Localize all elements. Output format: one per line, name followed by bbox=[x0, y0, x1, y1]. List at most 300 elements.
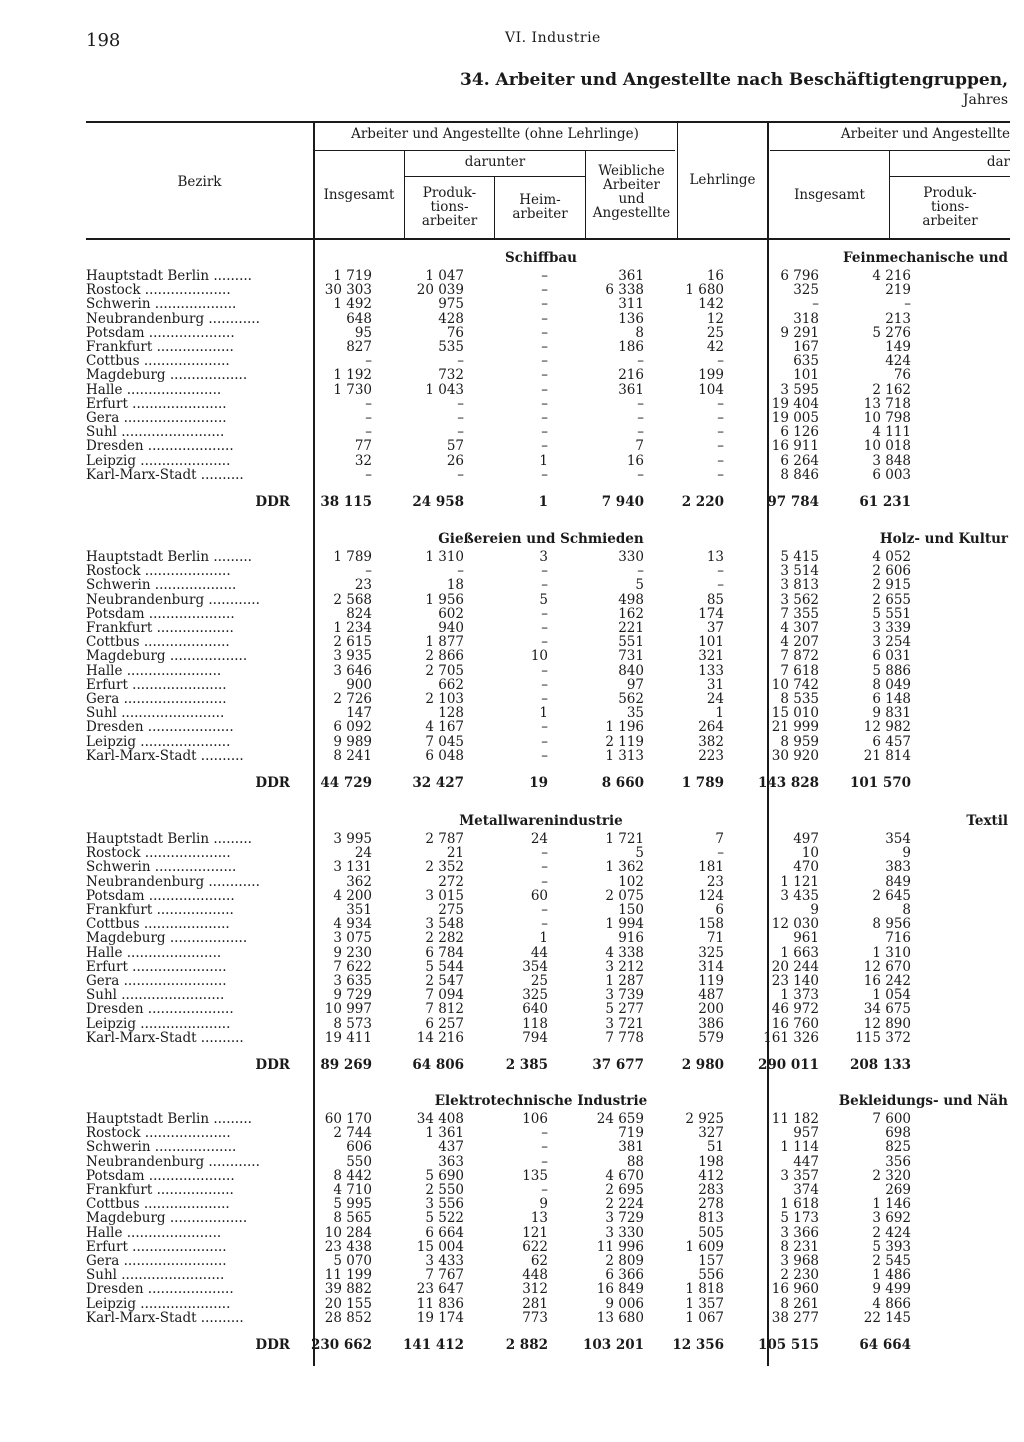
value-cell: 19 005 bbox=[771, 410, 819, 427]
value-cell: 2 568 bbox=[333, 591, 372, 608]
value-cell: 6 148 bbox=[872, 691, 911, 708]
value-cell: 77 bbox=[354, 438, 372, 455]
value-cell: 21 814 bbox=[863, 747, 911, 764]
value-cell: 2 545 bbox=[872, 1253, 911, 1270]
bezirk-cell: Hauptstadt Berlin ......... bbox=[86, 832, 252, 847]
value-cell: – bbox=[541, 902, 548, 919]
value-cell: 128 bbox=[438, 705, 464, 722]
value-cell: – bbox=[541, 845, 548, 862]
value-cell: 19 404 bbox=[771, 395, 819, 412]
value-cell: 3 075 bbox=[333, 930, 372, 947]
value-cell: 1 721 bbox=[605, 831, 644, 847]
value-cell: 12 030 bbox=[771, 916, 819, 933]
ddr-total-cell: 44 729 bbox=[320, 775, 372, 791]
header-group-left: Arbeiter und Angestellte (ohne Lehrlinge) bbox=[351, 126, 639, 142]
value-cell: 1 663 bbox=[780, 944, 819, 961]
value-cell: 135 bbox=[522, 1167, 548, 1184]
value-cell: 6 664 bbox=[425, 1224, 464, 1241]
value-cell: – bbox=[365, 424, 372, 441]
value-cell: 7 618 bbox=[780, 662, 819, 679]
value-cell: 975 bbox=[438, 296, 464, 313]
value-cell: – bbox=[541, 466, 548, 483]
value-cell: – bbox=[541, 1153, 548, 1170]
value-cell: 1 287 bbox=[605, 973, 644, 990]
value-cell: 85 bbox=[706, 591, 724, 608]
value-cell: 3 595 bbox=[780, 381, 819, 398]
value-cell: 3 bbox=[539, 549, 548, 565]
value-cell: 840 bbox=[618, 662, 644, 679]
page-number: 198 bbox=[86, 30, 121, 51]
value-cell: 11 199 bbox=[324, 1267, 372, 1284]
group-right-rule bbox=[770, 150, 1010, 151]
value-cell: – bbox=[365, 410, 372, 427]
ddr-total-cell: 64 806 bbox=[412, 1057, 464, 1073]
value-cell: 5 070 bbox=[333, 1253, 372, 1270]
value-cell: 719 bbox=[618, 1125, 644, 1142]
value-cell: 7 767 bbox=[425, 1267, 464, 1284]
value-cell: – bbox=[457, 563, 464, 580]
section-rows bbox=[0, 550, 1024, 763]
value-cell: – bbox=[637, 424, 644, 441]
value-cell: 7 bbox=[715, 831, 724, 847]
value-cell: 1 bbox=[539, 705, 548, 722]
ddr-total-row bbox=[0, 1057, 1024, 1073]
value-cell: 6 092 bbox=[333, 719, 372, 736]
bezirk-cell: Potsdam .................... bbox=[86, 1168, 235, 1184]
header-top-rule bbox=[86, 121, 1010, 123]
value-cell: – bbox=[541, 324, 548, 341]
value-cell: 635 bbox=[793, 353, 819, 370]
value-cell: 8 573 bbox=[333, 1015, 372, 1032]
value-cell: 95 bbox=[354, 324, 372, 341]
value-cell: 1 486 bbox=[872, 1267, 911, 1284]
value-cell: – bbox=[457, 395, 464, 412]
value-cell: – bbox=[541, 916, 548, 933]
value-cell: 198 bbox=[698, 1153, 724, 1170]
value-cell: 213 bbox=[885, 310, 911, 327]
value-cell: 6 126 bbox=[780, 424, 819, 441]
bezirk-cell: Magdeburg .................. bbox=[86, 368, 248, 383]
value-cell: 311 bbox=[618, 296, 644, 313]
value-cell: – bbox=[541, 605, 548, 622]
value-cell: 281 bbox=[522, 1295, 548, 1312]
value-cell: 447 bbox=[793, 1153, 819, 1170]
value-cell: 9 499 bbox=[872, 1281, 911, 1298]
header-heimarbeiter: Heim- arbeiter bbox=[512, 192, 568, 222]
value-cell: 18 bbox=[446, 577, 464, 594]
value-cell: – bbox=[637, 395, 644, 412]
value-cell: 10 997 bbox=[324, 1001, 372, 1018]
value-cell: – bbox=[717, 563, 724, 580]
value-cell: 88 bbox=[626, 1153, 644, 1170]
value-cell: – bbox=[717, 845, 724, 862]
value-cell: 4 111 bbox=[872, 424, 911, 441]
value-cell: 1 310 bbox=[425, 549, 464, 565]
value-cell: 7 094 bbox=[425, 987, 464, 1004]
value-cell: 101 bbox=[793, 367, 819, 384]
ddr-total-cell: 101 570 bbox=[849, 775, 911, 791]
value-cell: 8 959 bbox=[780, 733, 819, 750]
value-cell: 7 812 bbox=[425, 1001, 464, 1018]
bezirk-cell: Hauptstadt Berlin ......... bbox=[86, 550, 252, 565]
value-cell: 4 207 bbox=[780, 634, 819, 651]
value-cell: 2 615 bbox=[333, 634, 372, 651]
value-cell: 2 424 bbox=[872, 1224, 911, 1241]
bezirk-cell: Cottbus .................... bbox=[86, 635, 230, 650]
bezirk-cell: Dresden .................... bbox=[86, 1002, 234, 1017]
value-cell: 4 866 bbox=[872, 1295, 911, 1312]
value-cell: 9 989 bbox=[333, 733, 372, 750]
bezirk-cell: Leipzig ..................... bbox=[86, 453, 231, 468]
value-cell: 4 216 bbox=[872, 268, 911, 284]
bezirk-cell: Karl-Marx-Stadt .......... bbox=[86, 1310, 244, 1326]
group-left-rule bbox=[315, 150, 675, 151]
value-cell: 30 303 bbox=[324, 282, 372, 299]
value-cell: 157 bbox=[698, 1253, 724, 1270]
section-title-right: Bekleidungs- und Näh bbox=[838, 1093, 1008, 1109]
ddr-total-cell: 97 784 bbox=[767, 494, 819, 510]
value-cell: 6 048 bbox=[425, 747, 464, 764]
value-cell: 2 787 bbox=[425, 831, 464, 847]
section-title-left: Metallwarenindustrie bbox=[459, 813, 623, 829]
value-cell: 3 635 bbox=[333, 973, 372, 990]
value-cell: 8 956 bbox=[872, 916, 911, 933]
value-cell: 3 514 bbox=[780, 563, 819, 580]
value-cell: 1 730 bbox=[333, 381, 372, 398]
ddr-total-cell: 208 133 bbox=[849, 1057, 911, 1073]
value-cell: 318 bbox=[793, 310, 819, 327]
value-cell: 46 972 bbox=[771, 1001, 819, 1018]
bezirk-cell: Cottbus .................... bbox=[86, 354, 230, 369]
header-darunter: darunter bbox=[464, 154, 526, 170]
value-cell: 44 bbox=[530, 944, 548, 961]
value-cell: 23 647 bbox=[416, 1281, 464, 1298]
value-cell: – bbox=[541, 859, 548, 876]
value-cell: – bbox=[365, 395, 372, 412]
value-cell: 20 039 bbox=[416, 282, 464, 299]
value-cell: 825 bbox=[885, 1139, 911, 1156]
ddr-total-cell: 89 269 bbox=[320, 1057, 372, 1073]
value-cell: 470 bbox=[793, 859, 819, 876]
value-cell: 5 277 bbox=[605, 1001, 644, 1018]
value-cell: 7 600 bbox=[872, 1111, 911, 1127]
value-cell: 622 bbox=[522, 1238, 548, 1255]
value-cell: 1 361 bbox=[425, 1125, 464, 1142]
value-cell: 2 103 bbox=[425, 691, 464, 708]
value-cell: 21 999 bbox=[771, 719, 819, 736]
value-cell: 900 bbox=[346, 676, 372, 693]
value-cell: 1 bbox=[715, 705, 724, 722]
bezirk-cell: Gera ........................ bbox=[86, 974, 227, 989]
value-cell: 15 004 bbox=[416, 1238, 464, 1255]
value-cell: 8 049 bbox=[872, 676, 911, 693]
value-cell: 428 bbox=[438, 310, 464, 327]
value-cell: 2 606 bbox=[872, 563, 911, 580]
value-cell: 3 646 bbox=[333, 662, 372, 679]
value-cell: 579 bbox=[698, 1029, 724, 1046]
value-cell: 487 bbox=[698, 987, 724, 1004]
value-cell: 2 230 bbox=[780, 1267, 819, 1284]
value-cell: 23 bbox=[354, 577, 372, 594]
value-cell: – bbox=[541, 873, 548, 890]
bezirk-cell: Leipzig ..................... bbox=[86, 1296, 231, 1311]
value-cell: 1 492 bbox=[333, 296, 372, 313]
value-cell: 62 bbox=[530, 1253, 548, 1270]
value-cell: 11 996 bbox=[596, 1238, 644, 1255]
bezirk-cell: Neubrandenburg ............ bbox=[86, 311, 260, 326]
ddr-total-cell: 290 011 bbox=[757, 1057, 819, 1073]
value-cell: 8 241 bbox=[333, 747, 372, 764]
value-cell: 3 357 bbox=[780, 1167, 819, 1184]
value-cell: 115 372 bbox=[855, 1029, 911, 1046]
value-cell: 640 bbox=[522, 1001, 548, 1018]
ddr-label: DDR bbox=[255, 494, 290, 510]
value-cell: 60 bbox=[530, 887, 548, 904]
value-cell: 102 bbox=[618, 873, 644, 890]
value-cell: 2 925 bbox=[685, 1111, 724, 1127]
value-cell: – bbox=[457, 466, 464, 483]
value-cell: 1 719 bbox=[333, 268, 372, 284]
value-cell: – bbox=[637, 353, 644, 370]
value-cell: 2 075 bbox=[605, 887, 644, 904]
ddr-total-row bbox=[0, 775, 1024, 791]
value-cell: 3 015 bbox=[425, 887, 464, 904]
value-cell: 10 284 bbox=[324, 1224, 372, 1241]
value-cell: 3 131 bbox=[333, 859, 372, 876]
value-cell: 321 bbox=[698, 648, 724, 665]
value-cell: 13 680 bbox=[596, 1309, 644, 1326]
value-cell: 22 145 bbox=[863, 1309, 911, 1326]
value-cell: 1 bbox=[539, 452, 548, 469]
value-cell: 10 018 bbox=[863, 438, 911, 455]
value-cell: 121 bbox=[522, 1224, 548, 1241]
value-cell: 16 bbox=[706, 268, 724, 284]
value-cell: 327 bbox=[698, 1125, 724, 1142]
header-produktionsarbeiter: Produk- tions- arbeiter bbox=[421, 185, 478, 229]
value-cell: 6 338 bbox=[605, 282, 644, 299]
value-cell: 716 bbox=[885, 930, 911, 947]
value-cell: – bbox=[541, 563, 548, 580]
bezirk-cell: Karl-Marx-Stadt .......... bbox=[86, 467, 244, 483]
bezirk-cell: Halle ...................... bbox=[86, 382, 222, 397]
ddr-total-cell: 64 664 bbox=[859, 1337, 911, 1353]
value-cell: 219 bbox=[885, 282, 911, 299]
value-cell: – bbox=[541, 268, 548, 284]
value-cell: 21 bbox=[446, 845, 464, 862]
value-cell: 386 bbox=[698, 1015, 724, 1032]
value-cell: 312 bbox=[522, 1281, 548, 1298]
value-cell: 1 680 bbox=[685, 282, 724, 299]
bezirk-cell: Gera ........................ bbox=[86, 1254, 227, 1269]
value-cell: – bbox=[541, 410, 548, 427]
value-cell: 1 789 bbox=[333, 549, 372, 565]
value-cell: 275 bbox=[438, 902, 464, 919]
ddr-total-cell: 143 828 bbox=[757, 775, 819, 791]
value-cell: 278 bbox=[698, 1196, 724, 1213]
value-cell: 1 192 bbox=[333, 367, 372, 384]
value-cell: – bbox=[541, 747, 548, 764]
value-cell: 361 bbox=[618, 381, 644, 398]
value-cell: 916 bbox=[618, 930, 644, 947]
header-group-right: Arbeiter und Angestellte bbox=[840, 126, 1010, 142]
bezirk-cell: Dresden .................... bbox=[86, 439, 234, 454]
value-cell: 1 234 bbox=[333, 620, 372, 637]
value-cell: 162 bbox=[618, 605, 644, 622]
value-cell: – bbox=[541, 310, 548, 327]
bezirk-cell: Hauptstadt Berlin ......... bbox=[86, 1112, 252, 1127]
value-cell: 1 043 bbox=[425, 381, 464, 398]
table-title: 34. Arbeiter und Angestellte nach Beschäftigtengruppen, bbox=[460, 70, 1008, 90]
value-cell: 9 831 bbox=[872, 705, 911, 722]
value-cell: 5 bbox=[539, 591, 548, 608]
header-insgesamt-right: Insgesamt bbox=[794, 187, 865, 203]
value-cell: 4 710 bbox=[333, 1182, 372, 1199]
value-cell: 7 355 bbox=[780, 605, 819, 622]
value-cell: 38 277 bbox=[771, 1309, 819, 1326]
value-cell: 1 618 bbox=[780, 1196, 819, 1213]
value-cell: 424 bbox=[885, 353, 911, 370]
value-cell: – bbox=[541, 424, 548, 441]
value-cell: 535 bbox=[438, 339, 464, 356]
bezirk-cell: Erfurt ...................... bbox=[86, 959, 227, 975]
ddr-total-row bbox=[0, 494, 1024, 510]
value-cell: 24 bbox=[530, 831, 548, 847]
value-cell: 8 bbox=[902, 902, 911, 919]
value-cell: 448 bbox=[522, 1267, 548, 1284]
bezirk-cell: Frankfurt .................. bbox=[86, 340, 234, 355]
value-cell: 382 bbox=[698, 733, 724, 750]
value-cell: 961 bbox=[793, 930, 819, 947]
value-cell: 957 bbox=[793, 1125, 819, 1142]
value-cell: – bbox=[541, 620, 548, 637]
bezirk-cell: Hauptstadt Berlin ......... bbox=[86, 269, 252, 284]
ddr-total-cell: 103 201 bbox=[582, 1337, 644, 1353]
value-cell: – bbox=[541, 296, 548, 313]
value-cell: 351 bbox=[346, 902, 372, 919]
value-cell: 3 254 bbox=[872, 634, 911, 651]
value-cell: 186 bbox=[618, 339, 644, 356]
value-cell: 361 bbox=[618, 268, 644, 284]
value-cell: 6 796 bbox=[780, 268, 819, 284]
bezirk-cell: Neubrandenburg ............ bbox=[86, 1154, 260, 1169]
value-cell: 1 373 bbox=[780, 987, 819, 1004]
value-cell: 1 121 bbox=[780, 873, 819, 890]
value-cell: 1 313 bbox=[605, 747, 644, 764]
value-cell: – bbox=[637, 563, 644, 580]
value-cell: – bbox=[541, 1139, 548, 1156]
value-cell: 2 645 bbox=[872, 887, 911, 904]
bezirk-cell: Dresden .................... bbox=[86, 1282, 234, 1297]
value-cell: – bbox=[541, 381, 548, 398]
value-cell: 37 bbox=[706, 620, 724, 637]
value-cell: 7 872 bbox=[780, 648, 819, 665]
value-cell: 24 bbox=[706, 691, 724, 708]
bezirk-cell: Halle ...................... bbox=[86, 663, 222, 678]
value-cell: 550 bbox=[346, 1153, 372, 1170]
value-cell: 3 848 bbox=[872, 452, 911, 469]
ddr-total-cell: 230 662 bbox=[310, 1337, 372, 1353]
value-cell: 7 622 bbox=[333, 958, 372, 975]
value-cell: 1 956 bbox=[425, 591, 464, 608]
value-cell: 3 548 bbox=[425, 916, 464, 933]
bezirk-cell: Suhl ........................ bbox=[86, 988, 225, 1003]
value-cell: 2 282 bbox=[425, 930, 464, 947]
bezirk-cell: Erfurt ...................... bbox=[86, 396, 227, 412]
value-cell: 562 bbox=[618, 691, 644, 708]
value-cell: 731 bbox=[618, 648, 644, 665]
value-cell: 5 995 bbox=[333, 1196, 372, 1213]
section-title-left: Schiffbau bbox=[505, 250, 577, 266]
value-cell: 76 bbox=[446, 324, 464, 341]
value-cell: 3 995 bbox=[333, 831, 372, 847]
bezirk-cell: Gera ........................ bbox=[86, 692, 227, 707]
header-dar: dar bbox=[986, 154, 1010, 170]
value-cell: 200 bbox=[698, 1001, 724, 1018]
value-cell: 16 bbox=[626, 452, 644, 469]
value-cell: 264 bbox=[698, 719, 724, 736]
value-cell: 412 bbox=[698, 1167, 724, 1184]
value-cell: 20 244 bbox=[771, 958, 819, 975]
value-cell: 24 659 bbox=[596, 1111, 644, 1127]
value-cell: 269 bbox=[885, 1182, 911, 1199]
dar-rule bbox=[890, 176, 1010, 177]
ddr-label: DDR bbox=[255, 1337, 290, 1353]
value-cell: 6 bbox=[715, 902, 724, 919]
value-cell: 199 bbox=[698, 367, 724, 384]
value-cell: 325 bbox=[698, 944, 724, 961]
value-cell: 1 047 bbox=[425, 268, 464, 284]
value-cell: 5 551 bbox=[872, 605, 911, 622]
ddr-total-cell: 32 427 bbox=[412, 775, 464, 791]
value-cell: 437 bbox=[438, 1139, 464, 1156]
value-cell: 2 915 bbox=[872, 577, 911, 594]
value-cell: 940 bbox=[438, 620, 464, 637]
section-rows bbox=[0, 832, 1024, 1045]
value-cell: 2 809 bbox=[605, 1253, 644, 1270]
bezirk-cell: Halle ...................... bbox=[86, 945, 222, 960]
value-cell: 5 393 bbox=[872, 1238, 911, 1255]
value-cell: 4 338 bbox=[605, 944, 644, 961]
value-cell: 383 bbox=[885, 859, 911, 876]
value-cell: 2 866 bbox=[425, 648, 464, 665]
value-cell: 51 bbox=[706, 1139, 724, 1156]
value-cell: 5 690 bbox=[425, 1167, 464, 1184]
value-cell: 1 818 bbox=[685, 1281, 724, 1298]
value-cell: 9 bbox=[810, 902, 819, 919]
value-cell: 4 934 bbox=[333, 916, 372, 933]
value-cell: – bbox=[365, 466, 372, 483]
value-cell: 30 920 bbox=[771, 747, 819, 764]
value-cell: 71 bbox=[706, 930, 724, 947]
value-cell: 11 182 bbox=[771, 1111, 819, 1127]
value-cell: 26 bbox=[446, 452, 464, 469]
value-cell: – bbox=[717, 353, 724, 370]
value-cell: – bbox=[717, 438, 724, 455]
value-cell: 272 bbox=[438, 873, 464, 890]
value-cell: 1 bbox=[539, 930, 548, 947]
value-cell: – bbox=[365, 563, 372, 580]
value-cell: – bbox=[904, 296, 911, 313]
value-cell: 9 729 bbox=[333, 987, 372, 1004]
value-cell: 9 bbox=[539, 1196, 548, 1213]
value-cell: 13 718 bbox=[863, 395, 911, 412]
bezirk-cell: Suhl ........................ bbox=[86, 1268, 225, 1283]
value-cell: 3 935 bbox=[333, 648, 372, 665]
header-bezirk: Bezirk bbox=[177, 174, 222, 190]
value-cell: 3 366 bbox=[780, 1224, 819, 1241]
value-cell: 76 bbox=[893, 367, 911, 384]
value-cell: 16 911 bbox=[771, 438, 819, 455]
